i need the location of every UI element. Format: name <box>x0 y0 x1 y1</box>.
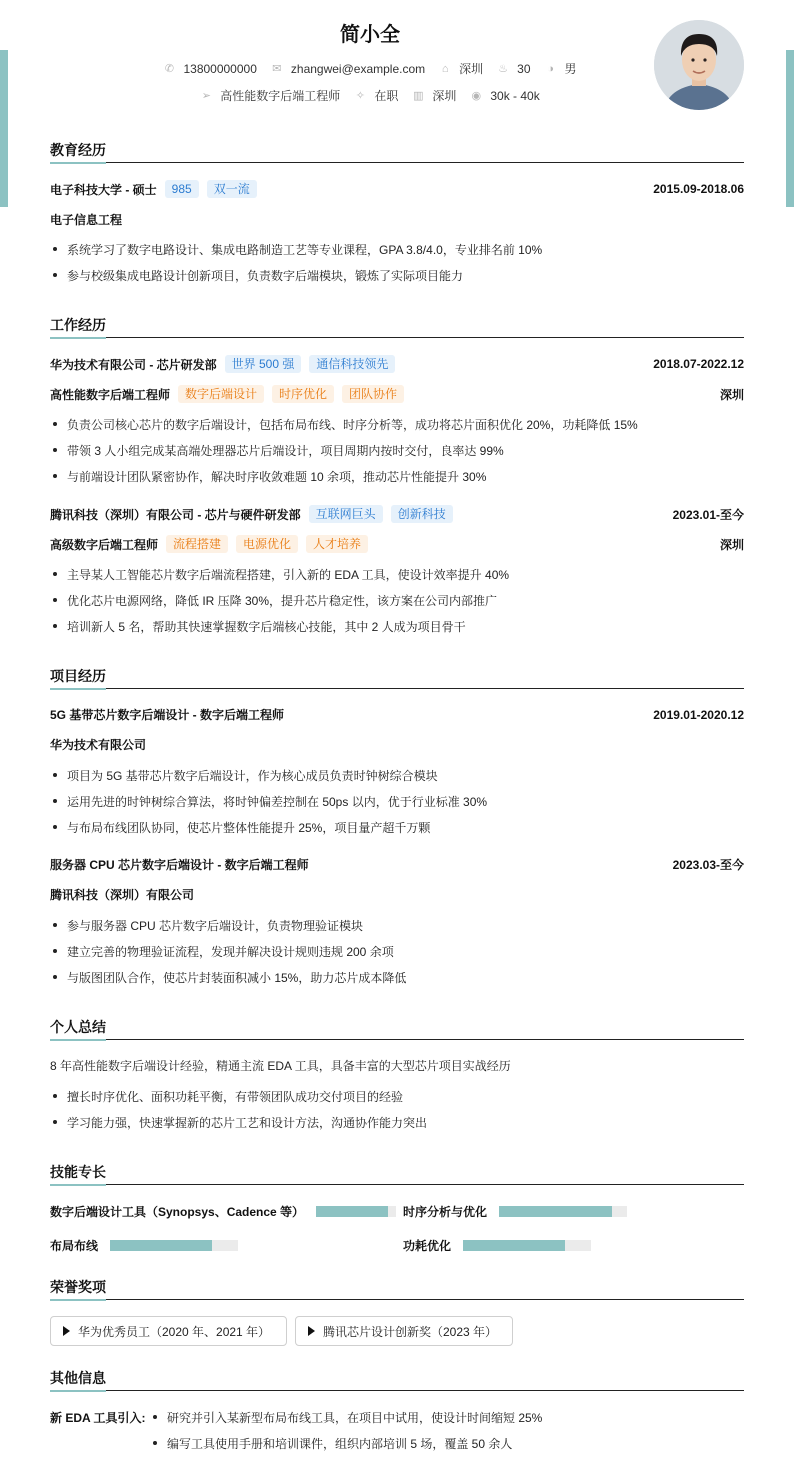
projects-title <box>50 666 744 689</box>
role-name: 高级数字后端工程师 <box>50 537 159 552</box>
skill-item <box>50 1237 238 1254</box>
list-item: 负责公司核心芯片的数字后端设计，包括布局布线、时序分析等，成功将芯片面积优化 20%，功耗降低 15% <box>50 416 744 433</box>
role-tag: 流程搭建 <box>166 535 228 553</box>
list-item: 编写工具使用手册和培训课件，组织内部培训 5 场，覆盖 50 余人 <box>150 1435 744 1452</box>
work-city-text: 深圳 <box>432 89 457 103</box>
city-item <box>439 60 483 77</box>
gender-text: 男 <box>564 62 577 76</box>
list-item: 系统学习了数字电路设计、集成电路制造工艺等专业课程，GPA 3.8/4.0，专业排名前 10% <box>50 241 744 258</box>
section-heading: 个人总结 <box>50 1019 106 1035</box>
other-title <box>50 1368 744 1391</box>
education-date: 2015.09-2018.06 <box>653 182 744 196</box>
contact-row <box>0 60 740 77</box>
role-header <box>50 385 744 403</box>
section-heading: 荣誉奖项 <box>50 1279 106 1295</box>
phone-icon: ✆ <box>164 62 175 75</box>
skill-bar <box>110 1240 238 1251</box>
skill-name: 布局布线 <box>50 1239 99 1253</box>
project-company: 华为技术有限公司 <box>50 738 147 752</box>
company-tag: 互联网巨头 <box>309 505 383 523</box>
project-title: 服务器 CPU 芯片数字后端设计 - 数字后端工程师 <box>50 858 309 872</box>
award-item[interactable] <box>50 1316 287 1346</box>
company-name: 华为技术有限公司 - 芯片研发部 <box>50 357 217 372</box>
right-accent-bar <box>786 50 794 207</box>
skill-item <box>403 1237 591 1254</box>
list-item: 参与校级集成电路设计创新项目，负责数字后端模块，锻炼了实际项目能力 <box>50 267 744 284</box>
job-intent-row <box>0 87 740 104</box>
company-header <box>50 505 744 523</box>
work-date: 2023.01-至今 <box>672 507 744 522</box>
award-text: 华为优秀员工（2020 年、2021 年） <box>78 1324 271 1339</box>
salary-icon: ◉ <box>471 89 482 102</box>
work-city: 深圳 <box>719 387 744 402</box>
skills-section <box>50 1162 744 1185</box>
skill-name: 功耗优化 <box>403 1239 452 1253</box>
role-tag: 人才培养 <box>306 535 368 553</box>
list-item: 主导某人工智能芯片数字后端流程搭建，引入新的 EDA 工具，使设计效率提升 40% <box>50 566 744 583</box>
education-section <box>50 140 744 163</box>
section-heading: 其他信息 <box>50 1370 106 1386</box>
award-text: 腾讯芯片设计创新奖（2023 年） <box>323 1324 498 1339</box>
skill-bar-fill <box>110 1240 212 1251</box>
position-item <box>200 87 340 104</box>
play-icon <box>308 1326 315 1336</box>
skill-bar-fill <box>316 1206 388 1217</box>
list-item: 与版图团队合作，使芯片封装面积减小 15%，助力芯片成本降低 <box>50 969 744 986</box>
honors-title <box>50 1277 744 1300</box>
status-icon: ✧ <box>355 89 365 102</box>
project-company: 腾讯科技（深圳）有限公司 <box>50 888 195 902</box>
role-header <box>50 535 744 553</box>
skill-name: 数字后端设计工具（Synopsys、Cadence 等） <box>50 1205 305 1219</box>
skill-bar-fill <box>499 1206 612 1217</box>
section-heading: 教育经历 <box>50 142 106 158</box>
send-icon: ➢ <box>201 89 211 102</box>
company-tag: 世界 500 强 <box>225 355 302 373</box>
work-city: 深圳 <box>719 537 744 552</box>
status-text: 在职 <box>374 89 399 103</box>
company-tag: 通信科技领先 <box>309 355 395 373</box>
list-item: 优化芯片电源网络，降低 IR 压降 30%，提升芯片稳定性，该方案在公司内部推广 <box>50 592 744 609</box>
mail-icon: ✉ <box>272 62 282 75</box>
project-title: 5G 基带芯片数字后端设计 - 数字后端工程师 <box>50 708 285 722</box>
list-item: 参与服务器 CPU 芯片数字后端设计，负责物理验证模块 <box>50 917 744 934</box>
role-name: 高性能数字后端工程师 <box>50 387 171 402</box>
salary-text: 30k - 40k <box>490 88 540 103</box>
list-item: 擅长时序优化、面积功耗平衡，有带领团队成功交付项目的经验 <box>50 1088 744 1105</box>
list-item: 带领 3 人小组完成某高端处理器芯片后端设计，项目周期内按时交付，良率达 99% <box>50 442 744 459</box>
school-name: 电子科技大学 - 硕士 <box>50 182 157 197</box>
list-item: 与前端设计团队紧密协作，解决时序收敛难题 10 余项，推动芯片性能提升 30% <box>50 468 744 485</box>
skill-bar-fill <box>463 1240 565 1251</box>
list-item: 运用先进的时钟树综合算法，将时钟偏差控制在 50ps 以内，优于行业标准 30% <box>50 793 744 810</box>
avatar <box>654 20 744 110</box>
work-section <box>50 315 744 338</box>
skill-item <box>403 1203 627 1220</box>
education-header <box>50 180 744 198</box>
project-header <box>50 856 744 873</box>
list-item: 与布局布线团队协同，使芯片整体性能提升 25%，项目量产超千万颗 <box>50 819 744 836</box>
position-text: 高性能数字后端工程师 <box>220 89 341 103</box>
role-tag: 团队协作 <box>342 385 404 403</box>
role-tag: 数字后端设计 <box>178 385 264 403</box>
award-item[interactable] <box>295 1316 513 1346</box>
summary-section <box>50 1017 744 1040</box>
company-name: 腾讯科技（深圳）有限公司 - 芯片与硬件研发部 <box>50 507 301 522</box>
cake-icon: ♨ <box>498 62 509 75</box>
work-city-item <box>412 87 456 104</box>
list-item: 学习能力强，快速掌握新的芯片工艺和设计方法，沟通协作能力突出 <box>50 1114 744 1131</box>
gender-item <box>545 60 577 77</box>
other-label: 新 EDA 工具引入: <box>50 1411 146 1425</box>
skill-bar <box>463 1240 591 1251</box>
age-text: 30 <box>517 61 531 76</box>
project-header <box>50 706 744 723</box>
play-icon <box>63 1326 70 1336</box>
major: 电子信息工程 <box>50 213 123 227</box>
projects-section <box>50 666 744 689</box>
list-item: 项目为 5G 基带芯片数字后端设计，作为核心成员负责时钟树综合模块 <box>50 767 744 784</box>
skill-bar <box>499 1206 627 1217</box>
company-tag: 创新科技 <box>391 505 453 523</box>
project-date: 2023.03-至今 <box>672 858 744 872</box>
avatar-portrait <box>654 20 744 110</box>
home-icon: ⌂ <box>441 62 449 75</box>
honors-section <box>50 1277 744 1300</box>
city-text: 深圳 <box>459 62 484 76</box>
education-title <box>50 140 744 163</box>
role-tag: 时序优化 <box>272 385 334 403</box>
phone-text: 13800000000 <box>183 61 257 76</box>
skill-name: 时序分析与优化 <box>403 1205 488 1219</box>
email-item[interactable] <box>271 62 425 76</box>
school-tag: 双一流 <box>207 180 257 198</box>
skill-bar <box>316 1206 396 1217</box>
list-item: 培训新人 5 名，帮助其快速掌握数字后端核心技能，其中 2 人成为项目骨干 <box>50 618 744 635</box>
building-icon: ▥ <box>413 89 424 102</box>
work-date: 2018.07-2022.12 <box>653 357 744 371</box>
company-header <box>50 355 744 373</box>
summary-intro: 8 年高性能数字后端设计经验，精通主流 EDA 工具，具备丰富的大型芯片项目实战经历 <box>50 1059 511 1073</box>
status-item <box>354 87 398 104</box>
salary-item <box>470 89 539 103</box>
project-date: 2019.01-2020.12 <box>653 707 744 722</box>
section-heading: 项目经历 <box>50 668 106 684</box>
other-section <box>50 1368 744 1391</box>
section-heading: 技能专长 <box>50 1164 106 1180</box>
role-tag: 电源优化 <box>236 535 298 553</box>
section-heading: 工作经历 <box>50 317 106 333</box>
gender-icon: ◑ <box>547 62 554 75</box>
skill-item <box>50 1203 396 1220</box>
summary-title <box>50 1017 744 1040</box>
phone-item <box>163 62 256 76</box>
school-tag: 985 <box>165 180 199 198</box>
email-text[interactable]: zhangwei@example.com <box>290 61 426 76</box>
work-title <box>50 315 744 338</box>
list-item: 研究并引入某新型布局布线工具，在项目中试用，使设计时间缩短 25% <box>150 1409 744 1426</box>
candidate-name: 简小全 <box>340 24 400 46</box>
skills-title <box>50 1162 744 1185</box>
list-item: 建立完善的物理验证流程，发现并解决设计规则违规 200 余项 <box>50 943 744 960</box>
age-item <box>497 62 530 76</box>
